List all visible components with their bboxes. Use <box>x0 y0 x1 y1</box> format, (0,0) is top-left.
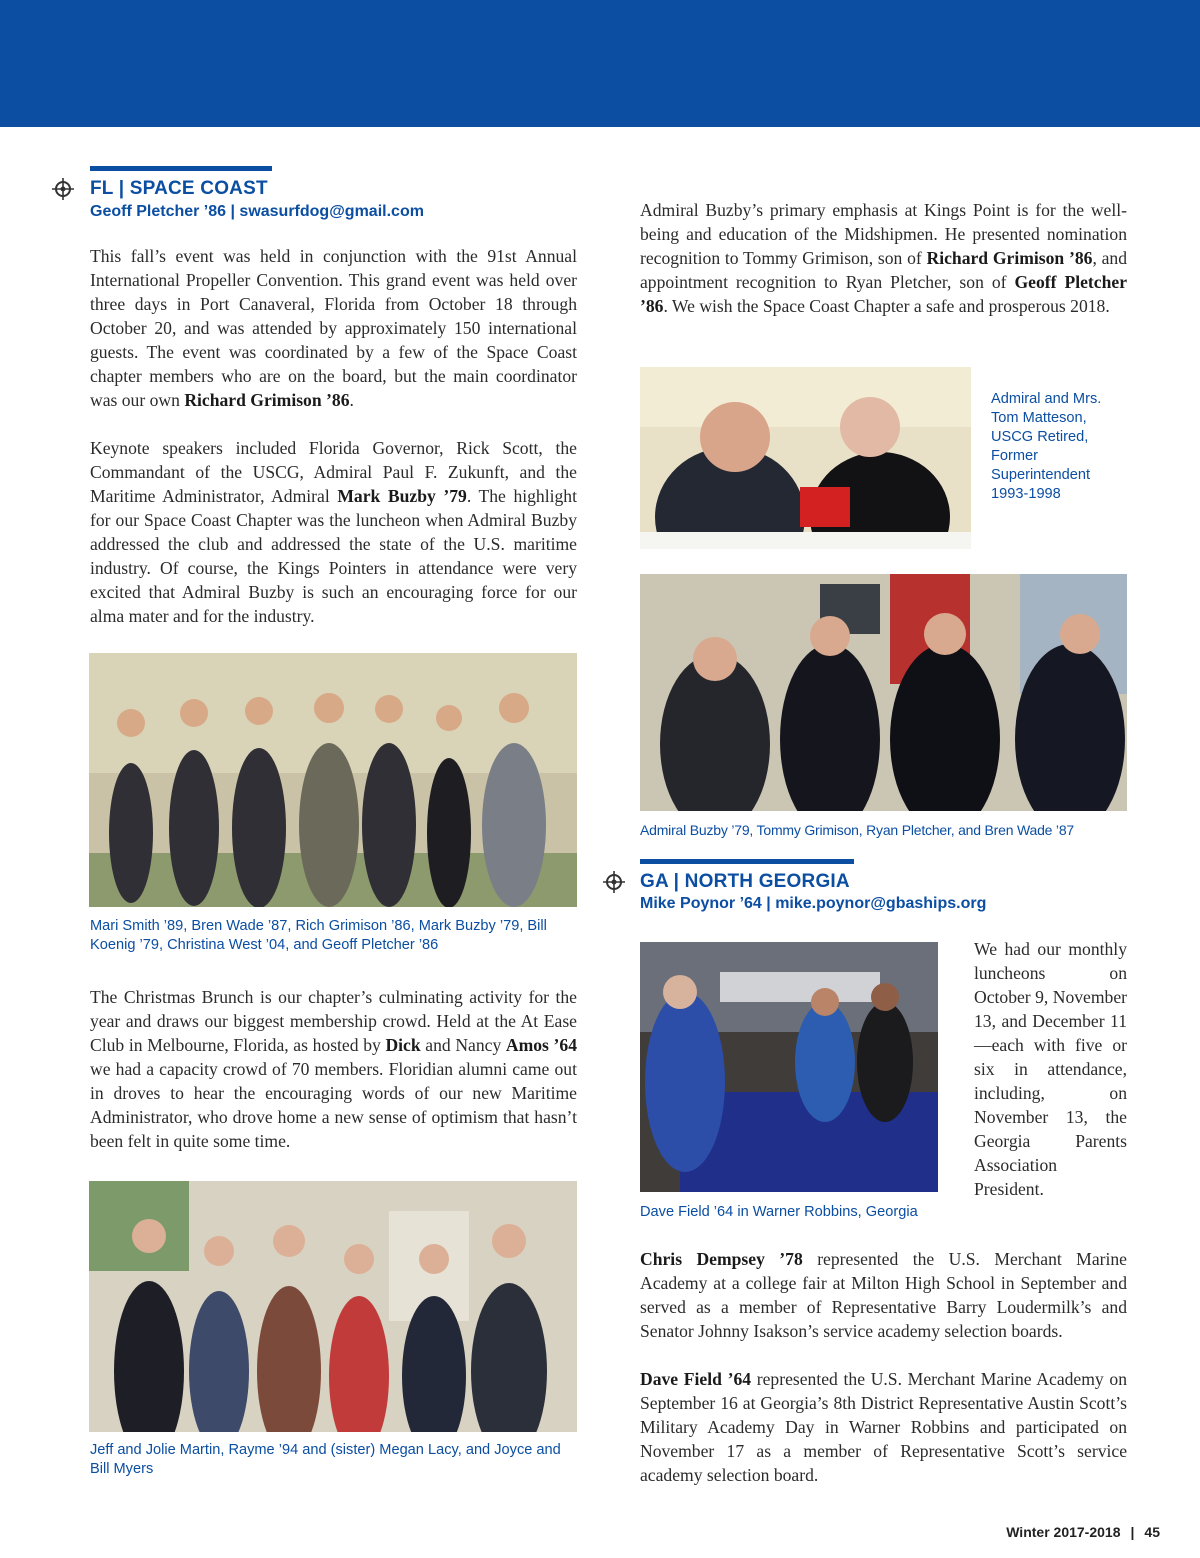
paragraph-fl-2: Keynote speakers included Florida Governor, Rick Scott, the Commandant of the USCG, Admiral Paul F. Zukunft, and the Maritime Administrator, Admiral Mark Buzby ’79. The highlight for our Space Coast Chapter was the luncheon when Admiral Buzby addressed the club and addressed the state of the U.S. maritime industry. Of course, the Kings Pointers in attendance were very excited that Admiral Buzby is such an encouraging force for our alma mater and for the industry. <box>90 438 577 626</box>
section-contact-ga: Mike Poynor ’64 | mike.poynor@gbaships.org <box>640 895 987 912</box>
paragraph-fl-4: Admiral Buzby’s primary emphasis at Kings Point is for the well-being and education of the Midshipmen. He presented nomination recognition to Tommy Grimison, son of Richard Grimison ’86, and appointment recognition to Ryan Pletcher, son of Geoff Pletcher ’86. We wish the Space Coast Chapter a safe and prosperous 2018. <box>640 200 1128 316</box>
issue-label: Winter 2017-2018 <box>1006 1524 1121 1540</box>
header-band <box>0 0 1200 127</box>
photo-matteson <box>640 367 971 549</box>
caption-group-chapter: Mari Smith ’89, Bren Wade ’87, Rich Grimison ’86, Mark Buzby ’79, Bill Koenig ’79, Christina West ’04, and Geoff Pletcher ’86 <box>90 918 547 953</box>
caption-christmas-brunch: Jeff and Jolie Martin, Rayme ’94 and (sister) Megan Lacy, and Joyce and Bill Myers <box>90 1442 561 1477</box>
section-title-ga: GA | NORTH GEORGIA <box>640 871 850 892</box>
page-number: 45 <box>1144 1524 1160 1540</box>
caption-dave-field: Dave Field ’64 in Warner Robbins, Georgia <box>640 1204 918 1220</box>
caption-matteson: Admiral and Mrs. Tom Matteson, USCG Retired, Former Superintendent 1993-1998 <box>991 391 1102 502</box>
footer-separator: | <box>1130 1524 1135 1540</box>
photo-group-chapter <box>89 653 577 907</box>
photo-dave-field <box>640 942 938 1192</box>
compass-icon <box>52 178 74 200</box>
caption-buzby-recognition: Admiral Buzby ’79, Tommy Grimison, Ryan Pletcher, and Bren Wade ’87 <box>640 822 1075 838</box>
paragraph-fl-3: The Christmas Brunch is our chapter’s culminating activity for the year and draws our biggest membership crowd. Held at the At Ease Club in Melbourne, Florida, as hosted by Dick and Nancy Amos ’64 we had a capacity crowd of 70 members. Floridian alumni came out in droves to hear the encouraging words of our new Maritime Administrator, who drove home a new sense of optimism that hasn’t been felt in quite some time. <box>90 987 577 1151</box>
section-rule <box>640 859 854 864</box>
section-title-fl: FL | SPACE COAST <box>90 178 268 199</box>
photo-christmas-brunch <box>89 1181 577 1432</box>
compass-icon <box>603 871 625 893</box>
photo-buzby-recognition <box>640 574 1127 811</box>
paragraph-ga-3: Dave Field ’64 represented the U.S. Merchant Marine Academy on September 16 at Georgia’s 8th District Representative Austin Scott’s Military Academy Day in Warner Robbins and participated on November 17 as a member of Representative Scott’s service academy selection board. <box>640 1369 1127 1485</box>
page-footer <box>1006 1524 1160 1540</box>
section-rule <box>90 166 272 171</box>
paragraph-ga-1: We had our monthly luncheons on October 9, November 13, and December 11—each with five or six in attendance, including, on November 13, the Georgia Parents Association President. <box>974 939 1127 1199</box>
section-contact-fl: Geoff Pletcher ’86 | swasurfdog@gmail.com <box>90 203 424 220</box>
paragraph-fl-1: This fall’s event was held in conjunction with the 91st Annual International Propeller Convention. This grand event was held over three days in Port Canaveral, Florida from October 18 through October 20, and was attended by approximately 150 international guests. The event was coordinated by a few of the Space Coast chapter members who are on the board, but the main coordinator was our own Richard Grimison ’86. <box>90 246 577 410</box>
paragraph-ga-2: Chris Dempsey ’78 represented the U.S. Merchant Marine Academy at a college fair at Milton High School in September and served as a member of Representative Barry Loudermilk’s and Senator Johnny Isakson’s service academy selection boards. <box>640 1249 1127 1341</box>
